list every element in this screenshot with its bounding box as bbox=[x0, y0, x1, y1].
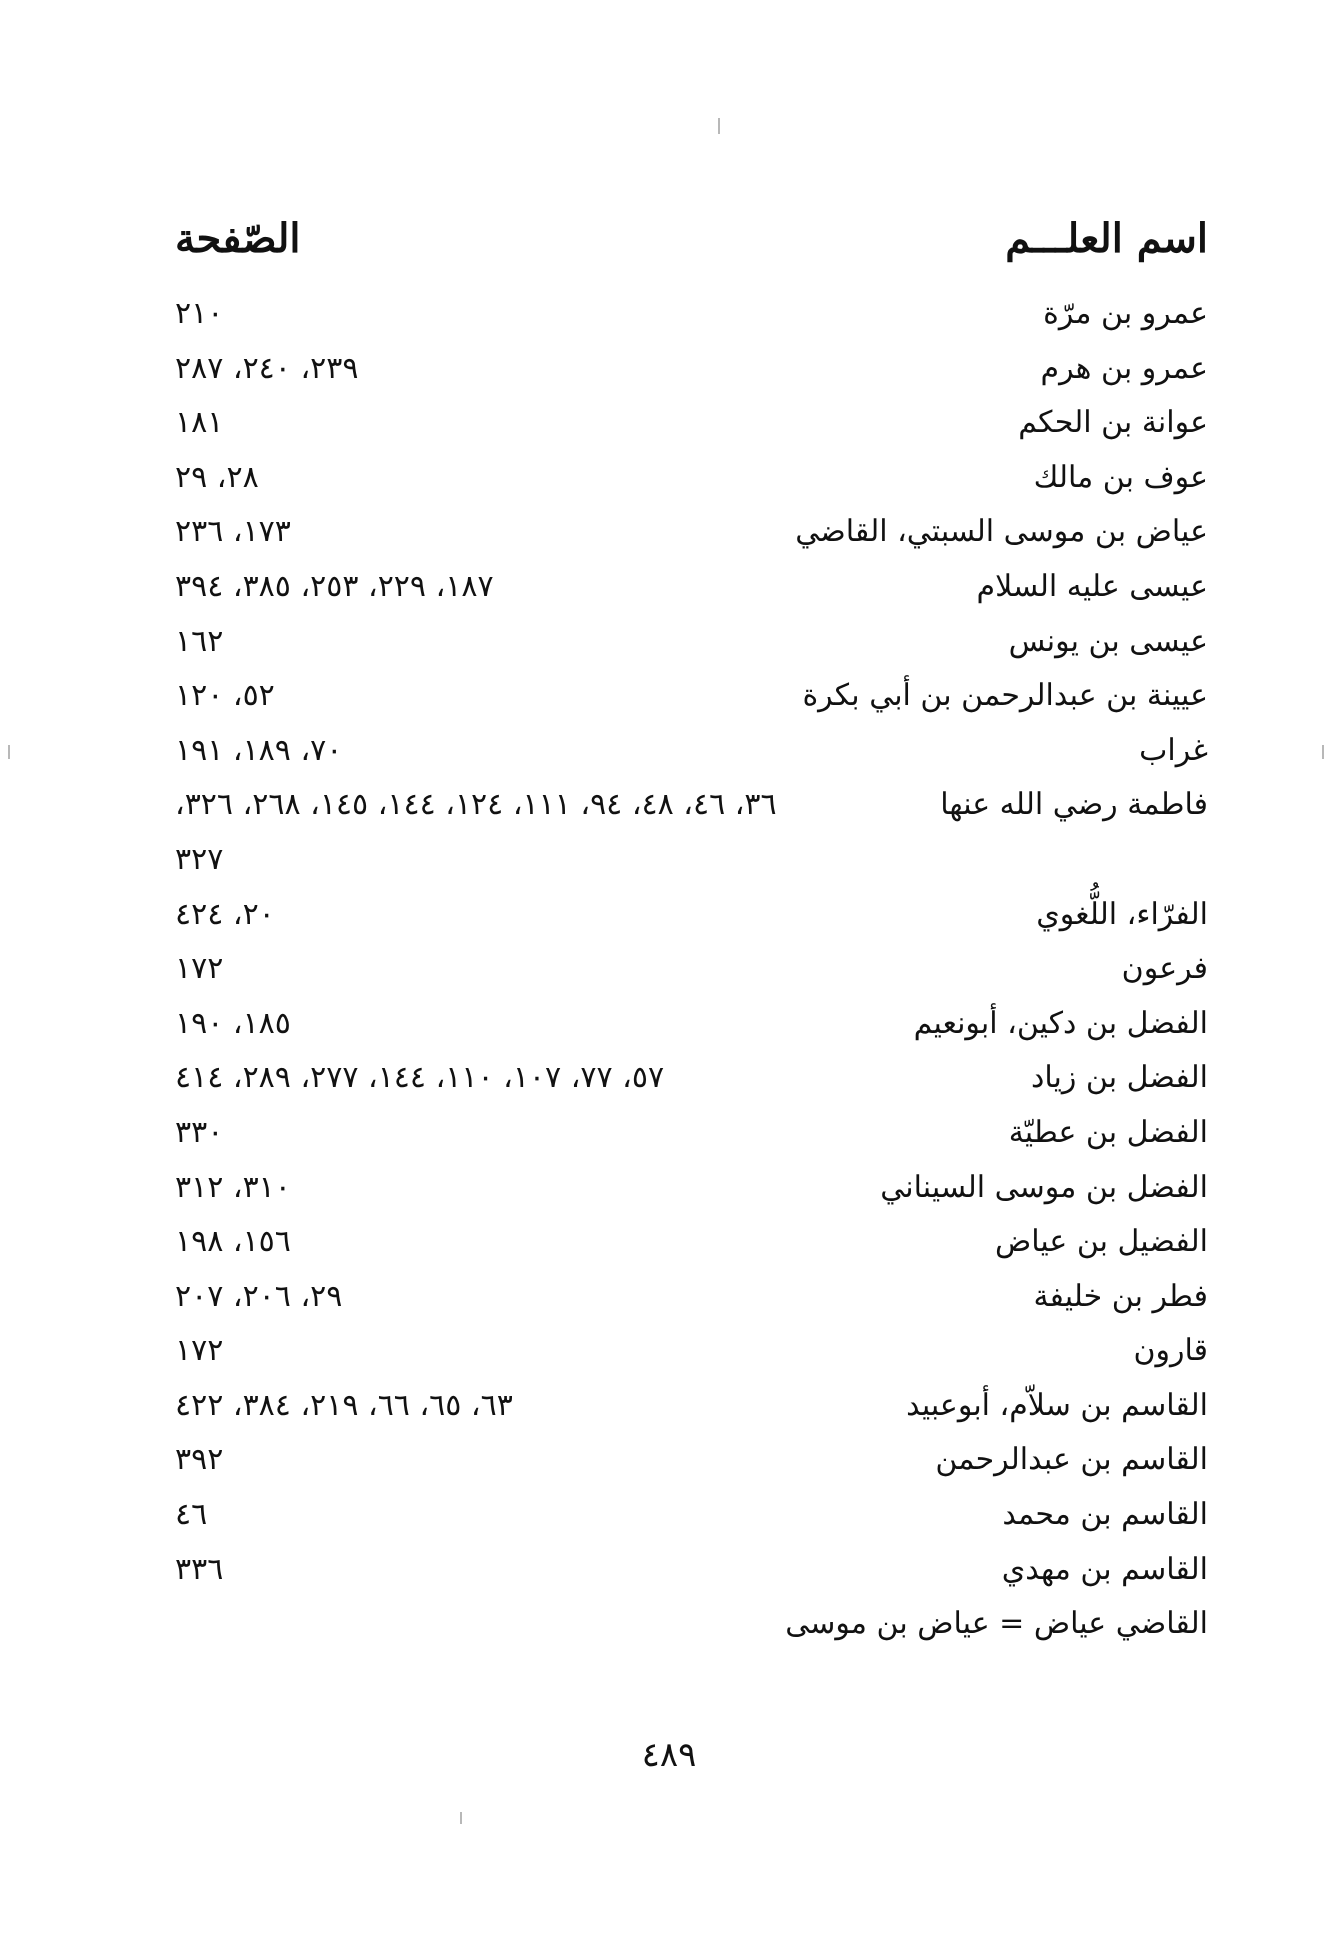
index-entry bbox=[175, 725, 1208, 780]
entry-pages: ٥٢، ١٢٠ bbox=[175, 678, 275, 714]
index-entry bbox=[175, 670, 1208, 725]
entry-pages: ٢٩، ٢٠٦، ٢٠٧ bbox=[175, 1278, 343, 1314]
entry-name: عوف بن مالك bbox=[1033, 459, 1208, 495]
index-entry bbox=[175, 1271, 1208, 1326]
scan-mark-top bbox=[718, 118, 720, 134]
scan-mark-bottom bbox=[460, 1812, 462, 1824]
index-entry-continuation bbox=[175, 834, 1208, 889]
entry-pages: ٣٣٦ bbox=[175, 1551, 224, 1587]
entry-pages: ١٥٦، ١٩٨ bbox=[175, 1224, 291, 1260]
entry-name: عيسى بن يونس bbox=[1008, 623, 1208, 659]
page-column-heading: الصّفحة bbox=[175, 215, 301, 262]
entry-name: القاسم بن مهدي bbox=[1001, 1551, 1208, 1587]
index-entry bbox=[175, 1052, 1208, 1107]
index-entry bbox=[175, 1489, 1208, 1544]
entry-name: غراب bbox=[1139, 732, 1208, 768]
entry-pages: ١٨١ bbox=[175, 405, 224, 441]
entry-name: القاسم بن محمد bbox=[1002, 1497, 1208, 1533]
entry-pages: ٢٨، ٢٩ bbox=[175, 459, 259, 495]
index-entry bbox=[175, 343, 1208, 398]
index-entry bbox=[175, 1325, 1208, 1380]
index-entry-cross-reference bbox=[175, 1598, 1208, 1653]
entry-name: الفضل بن عطيّة bbox=[1008, 1114, 1208, 1150]
index-entry bbox=[175, 561, 1208, 616]
index-entry bbox=[175, 1162, 1208, 1217]
entry-name: الفضل بن زياد bbox=[1031, 1060, 1208, 1096]
index-entry bbox=[175, 506, 1208, 561]
entry-name: عياض بن موسى السبتي، القاضي bbox=[795, 514, 1208, 550]
entry-name: الفضل بن موسى السيناني bbox=[880, 1169, 1208, 1205]
entry-name: الفضيل بن عياض bbox=[994, 1224, 1208, 1260]
index-entry bbox=[175, 288, 1208, 343]
entry-pages: ٣٣٠ bbox=[175, 1114, 224, 1150]
entry-name: القاسم بن عبدالرحمن bbox=[935, 1442, 1208, 1478]
index-entries bbox=[175, 288, 1208, 1653]
entry-name: عمرو بن مرّة bbox=[1043, 296, 1208, 331]
scan-mark-left bbox=[8, 745, 10, 759]
entry-pages: ٤٦ bbox=[175, 1497, 208, 1533]
name-column-heading: اسم العلـــم bbox=[1005, 215, 1208, 262]
entry-name: القاضي عياض = عياض بن موسى bbox=[785, 1606, 1208, 1642]
entry-pages: ٣٢٧ bbox=[175, 841, 224, 877]
entry-name: عمرو بن هرم bbox=[1040, 350, 1208, 386]
entry-name: عيسى عليه السلام bbox=[976, 568, 1208, 604]
entry-pages: ١٧٢ bbox=[175, 951, 224, 987]
scan-mark-right bbox=[1322, 745, 1324, 759]
entry-name: الفضل بن دكين، أبونعيم bbox=[913, 1005, 1208, 1041]
index-entry bbox=[175, 1544, 1208, 1599]
index-entry bbox=[175, 452, 1208, 507]
entry-pages: ٧٠، ١٨٩، ١٩١ bbox=[175, 732, 343, 768]
entry-pages: ٣٦، ٤٦، ٤٨، ٩٤، ١١١، ١٢٤، ١٤٤، ١٤٥، ٢٦٨، ٣٢٦، bbox=[175, 787, 777, 823]
entry-pages: ١٨٧، ٢٢٩، ٢٥٣، ٣٨٥، ٣٩٤ bbox=[175, 568, 494, 604]
index-entry bbox=[175, 1216, 1208, 1271]
index-entry bbox=[175, 943, 1208, 998]
index-entry bbox=[175, 998, 1208, 1053]
page-number: ٤٨٩ bbox=[641, 1735, 697, 1775]
entry-name: القاسم بن سلاّم، أبوعبيد bbox=[906, 1387, 1208, 1423]
entry-pages: ١٧٣، ٢٣٦ bbox=[175, 514, 291, 550]
index-entry bbox=[175, 1380, 1208, 1435]
entry-pages: ٢٠، ٤٢٤ bbox=[175, 896, 275, 932]
entry-name: عيينة بن عبدالرحمن بن أبي بكرة bbox=[802, 678, 1208, 714]
index-entry bbox=[175, 1107, 1208, 1162]
index-entry bbox=[175, 397, 1208, 452]
index-entry bbox=[175, 1434, 1208, 1489]
entry-pages: ١٧٢ bbox=[175, 1333, 224, 1369]
entry-pages: ١٨٥، ١٩٠ bbox=[175, 1005, 291, 1041]
entry-name: عوانة بن الحكم bbox=[1018, 405, 1208, 441]
entry-name: فطر بن خليفة bbox=[1033, 1278, 1208, 1314]
index-entry bbox=[175, 779, 1208, 834]
entry-name: الفرّاء، اللُّغوي bbox=[1036, 896, 1208, 932]
index-entry bbox=[175, 616, 1208, 671]
entry-name: قارون bbox=[1133, 1333, 1208, 1369]
entry-pages: ٢١٠ bbox=[175, 296, 224, 331]
entry-name: فرعون bbox=[1121, 951, 1208, 987]
entry-pages: ٥٧، ٧٧، ١٠٧، ١١٠، ١٤٤، ٢٧٧، ٢٨٩، ٤١٤ bbox=[175, 1060, 665, 1096]
entry-pages: ٢٣٩، ٢٤٠، ٢٨٧ bbox=[175, 350, 359, 386]
entry-name: فاطمة رضي الله عنها bbox=[940, 787, 1208, 823]
entry-pages: ٦٣، ٦٥، ٦٦، ٢١٩، ٣٨٤، ٤٢٢ bbox=[175, 1387, 513, 1423]
entry-pages: ٣٩٢ bbox=[175, 1442, 224, 1478]
entry-pages: ١٦٢ bbox=[175, 623, 224, 659]
index-entry bbox=[175, 889, 1208, 944]
index-header bbox=[175, 215, 1208, 275]
entry-pages: ٣١٠، ٣١٢ bbox=[175, 1169, 291, 1205]
